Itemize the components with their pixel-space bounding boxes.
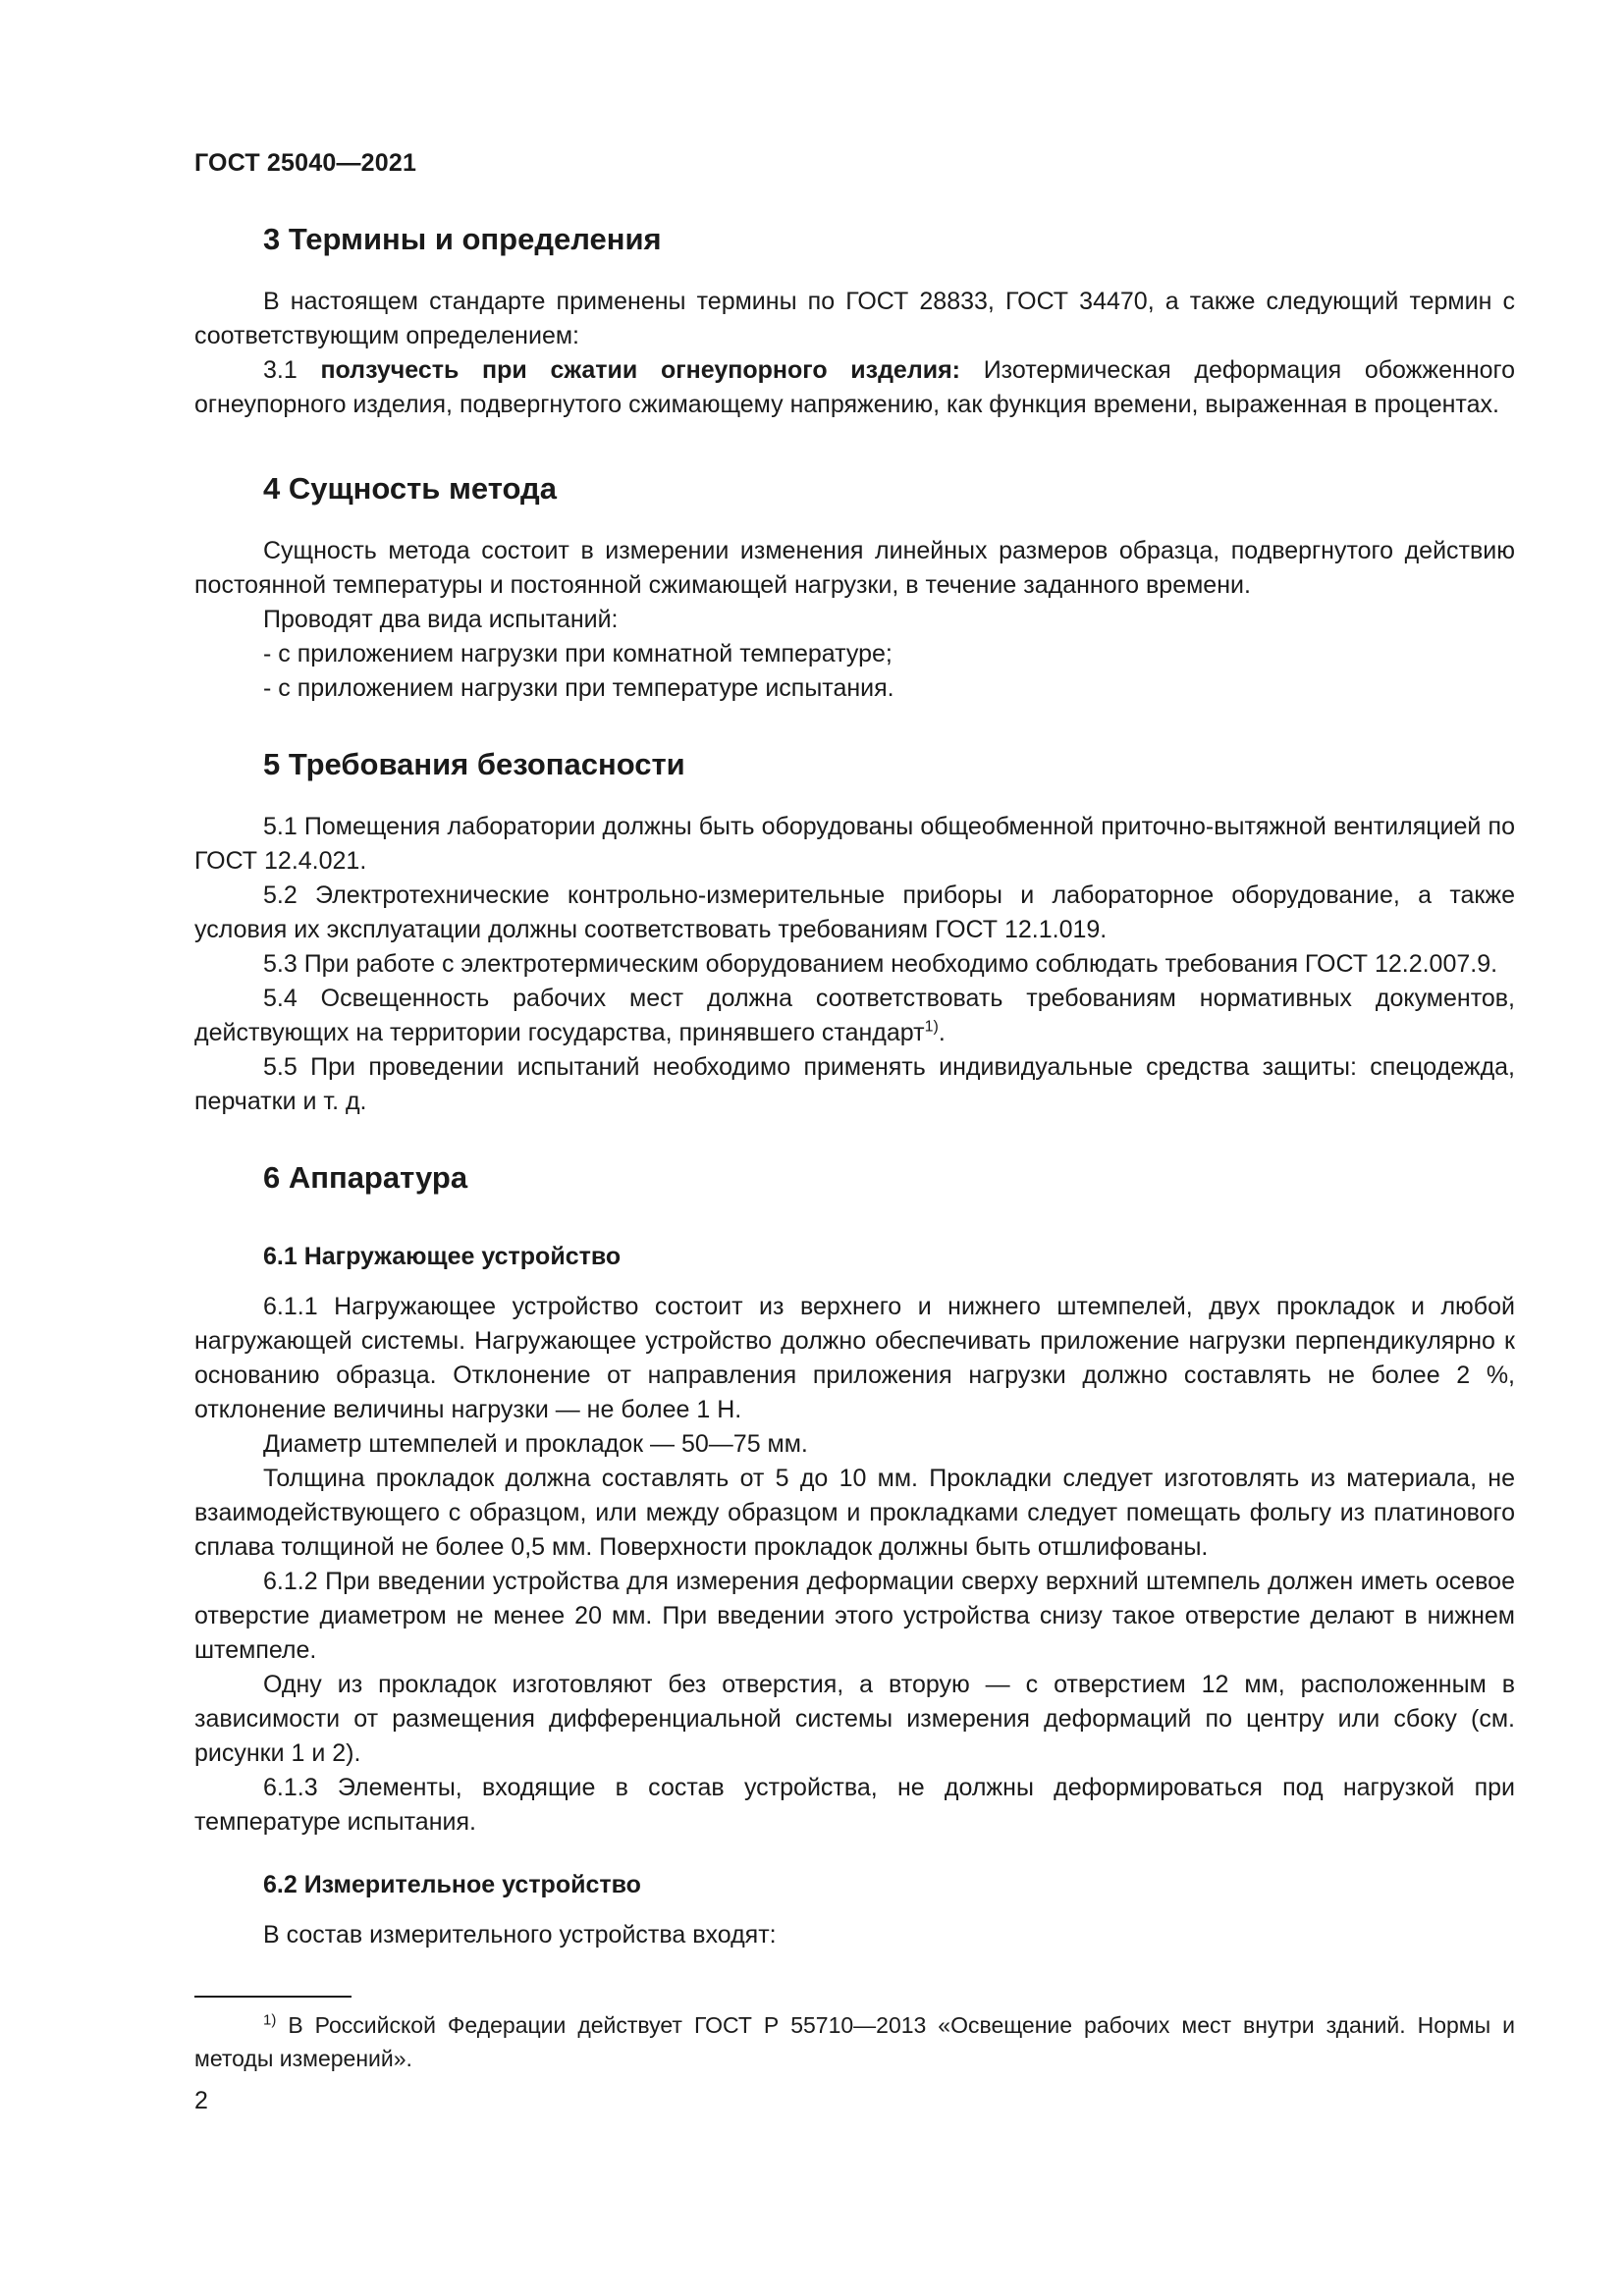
term-name: ползучесть при сжатии огнеупорного изделия: [320,356,961,384]
paragraph: В настоящем стандарте применены термины по ГОСТ 28833, ГОСТ 34470, а также следующий термин с соответствующим определением: [194,288,1515,349]
paragraph: Диаметр штемпелей и прокладок — 50—75 мм. [263,1430,808,1458]
section-title-safety: 5 Требования безопасности [263,747,685,781]
term-text: Изотермическая деформация обожженного огнеупорного изделия, подвергнутого сжимающему напряжению, как функция времени, выраженная в процентах. [194,356,1516,418]
paragraph: 5.1 Помещения лаборатории должны быть оборудованы общеобменной приточно-вытяжной вентиляцией по ГОСТ 12.4.021. [194,813,1515,875]
section-safety [194,743,1515,1119]
section-apparatus [194,1156,1515,1952]
subsection-measuring-device [194,1865,1515,1952]
document-code-header: ГОСТ 25040—2021 [194,149,417,177]
footnote-mark: 1) [263,2011,277,2029]
section-terms [194,218,1515,422]
paragraph: Сущность метода состоит в измерении изменения линейных размеров образца, подвергнутого действию постоянной температуры и постоянной сжимающей нагрузки, в течение заданного времени. [194,537,1515,599]
paragraph: 6.1.1 Нагружающее устройство состоит из верхнего и нижнего штемпелей, двух прокладок и любой нагружающей системы. Нагружающее устройство должно обеспечивать приложение нагрузки перпендикулярно к основанию образца. Отклонение от направления приложения нагрузки должно составлять не более 2 %, отклонение величины нагрузки — не более 1 Н. [194,1293,1515,1423]
page-body [194,218,1515,1990]
subsection-title-loading-device: 6.1 Нагружающее устройство [263,1243,622,1270]
subsection-title-measuring-device: 6.2 Измерительное устройство [263,1871,641,1898]
footnote-text: В Российской Федерации действует ГОСТ Р 55710—2013 «Освещение рабочих мест внутри зданий. Нормы и методы измерений». [194,2012,1515,2071]
paragraph: 6.1.2 При введении устройства для измерения деформации сверху верхний штемпель должен иметь осевое отверстие диаметром не менее 20 мм. При введении этого устройства снизу такое отверстие делают в нижнем штемпеле. [194,1568,1515,1664]
paragraph: В состав измерительного устройства входят: [263,1921,777,1949]
section-method [194,467,1515,706]
section-title-apparatus: 6 Аппаратура [263,1160,468,1195]
term-number: 3.1 [263,356,321,384]
list-item: - с приложением нагрузки при температуре испытания. [263,674,894,702]
footnote-reference[interactable]: 1) [924,1018,939,1036]
footnote-divider [194,1996,352,1998]
paragraph: 6.1.3 Элементы, входящие в состав устройства, не должны деформироваться под нагрузкой при температуре испытания. [194,1774,1515,1836]
paragraph: 5.2 Электротехнические контрольно-измерительные приборы и лабораторное оборудование, а также условия их эксплуатации должны соответствовать требованиям ГОСТ 12.1.019. [194,881,1515,943]
paragraph-text: 5.4 Освещенность рабочих мест должна соответствовать требованиям нормативных документов, действующих на территории государства, принявшего стандарт [194,985,1515,1046]
list-item: - с приложением нагрузки при комнатной температуре; [263,640,893,667]
paragraph: Толщина прокладок должна составлять от 5 до 10 мм. Прокладки следует изготовлять из материала, не взаимодействующего с образцом, или между образцом и прокладками следует помещать фольгу из платинового сплава толщиной не более 0,5 мм. Поверхности прокладок должны быть отшлифованы. [194,1465,1515,1561]
subsection-loading-device [194,1237,1515,1840]
paragraph: 5.3 При работе с электротермическим оборудованием необходимо соблюдать требования ГОСТ 12.2.007.9. [263,950,1498,978]
paragraph: Одну из прокладок изготовляют без отверстия, а вторую — с отверстием 12 мм, расположенным в зависимости от размещения дифференциальной системы измерения деформаций по центру или сбоку (см. рисунки 1 и 2). [194,1671,1515,1767]
term-definition [194,353,1515,422]
footnote [194,2008,1515,2075]
page-number: 2 [194,2087,208,2114]
paragraph-end: . [938,1019,946,1046]
paragraph: Проводят два вида испытаний: [263,606,619,633]
section-title-method: 4 Сущность метода [263,471,557,506]
paragraph [194,982,1515,1050]
paragraph: 5.5 При проведении испытаний необходимо применять индивидуальные средства защиты: спецодежда, перчатки и т. д. [194,1053,1515,1115]
section-title-terms: 3 Термины и определения [263,222,662,256]
